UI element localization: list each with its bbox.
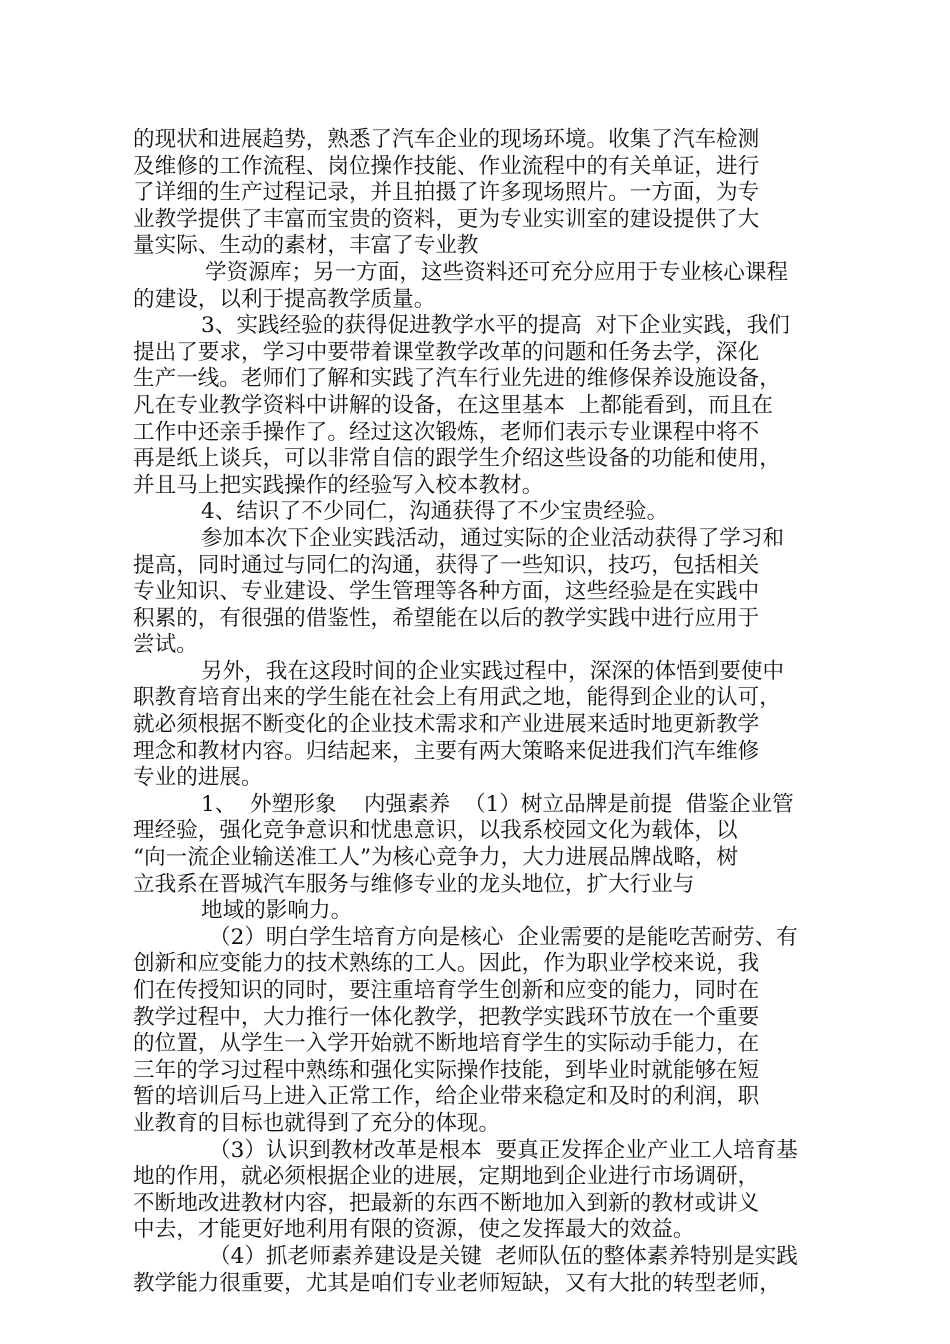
text-line: 学资源库；另一方面，这些资料还可充分应用于专业核心课程 (205, 259, 789, 285)
text-line: 量实际、生动的素材，丰富了专业教 (133, 233, 479, 259)
text-line: 提出了要求，学习中要带着课堂教学改革的问题和任务去学，深化 (133, 339, 760, 365)
text-line: 的位置，从学生一入学开始就不断地培育学生的实际动手能力，在 (133, 1031, 760, 1057)
paragraph-start: 3、实践经验的获得促进教学水平的提高 对下企业实践，我们 (201, 313, 790, 339)
text-line: 尝试。 (133, 632, 198, 658)
text-line: 生产一线。老师们了解和实践了汽车行业先进的维修保养设施设备， (133, 366, 781, 392)
paragraph-start: （4）抓老师素养建设是关键 老师队伍的整体素养特别是实践 (209, 1243, 798, 1269)
text-line: 暂的培训后马上进入正常工作，给企业带来稳定和及时的利润，职 (133, 1084, 760, 1110)
paragraph-start: 1、 外塑形象 内强素养 （1）树立品牌是前提 借鉴企业管 (201, 791, 794, 817)
text-line: 们在传授知识的同时，要注重培育学生创新和应变的能力，同时在 (133, 978, 760, 1003)
text-line: 三年的学习过程中熟练和强化实际操作技能，到毕业时就能够在短 (133, 1057, 760, 1083)
text-line: 的现状和进展趋势，熟悉了汽车企业的现场环境。收集了汽车检测 (133, 127, 760, 152)
text-line: 创新和应变能力的技术熟练的工人。因此，作为职业学校来说，我 (133, 951, 760, 977)
text-line: 专业知识、专业建设、学生管理等各种方面，这些经验是在实践中 (133, 579, 760, 605)
paragraph-start: 另外，我在这段时间的企业实践过程中，深深的体悟到要使中 (201, 658, 785, 684)
text-line: 地的作用，就必须根据企业的进展，定期地到企业进行市场调研， (133, 1164, 760, 1190)
text-line: 再是纸上谈兵，可以非常自信的跟学生介绍这些设备的功能和使用， (133, 446, 781, 472)
text-line: 理念和教材内容。归结起来，主要有两大策略来促进我们汽车维修 (133, 738, 760, 764)
text-line: 就必须根据不断变化的企业技术需求和产业进展来适时地更新教学 (133, 712, 760, 738)
paragraph-start: （2）明白学生培育方向是核心 企业需要的是能吃苦耐劳、有 (209, 924, 798, 950)
text-line: “向一流企业输送准工人”为核心竞争力，大力进展品牌战略，树 (133, 845, 739, 871)
paragraph-start: 4、结识了不少同仁，沟通获得了不少宝贵经验。 (201, 499, 669, 525)
text-line: 业教学提供了丰富而宝贵的资料，更为专业实训室的建设提供了大 (133, 206, 760, 232)
text-line: 工作中还亲手操作了。经过这次锻炼，老师们表示专业课程中将不 (133, 419, 760, 445)
text-line: 中去，才能更好地利用有限的资源，使之发挥最大的效益。 (133, 1217, 695, 1243)
text-line: 并且马上把实践操作的经验写入校本教材。 (133, 472, 544, 498)
document-body (133, 127, 817, 1297)
text-line: 及维修的工作流程、岗位操作技能、作业流程中的有关单证，进行 (133, 153, 760, 179)
text-line: 凡在专业教学资料中讲解的设备，在这里基本 上都能看到，而且在 (133, 392, 773, 418)
text-line: 积累的，有很强的借鉴性，希望能在以后的教学实践中进行应用于 (133, 605, 760, 631)
text-line: 职教育培育出来的学生能在社会上有用武之地，能得到企业的认可， (133, 685, 781, 711)
text-line: 不断地改进教材内容，把最新的东西不断地加入到新的教材或讲义 (133, 1190, 760, 1216)
text-line: 教学过程中，大力推行一体化教学，把教学实践环节放在一个重要 (133, 1004, 760, 1030)
text-line: 教学能力很重要，尤其是咱们专业老师短缺，又有大批的转型老师， (133, 1270, 781, 1296)
text-line: 的建设，以利于提高教学质量。 (133, 286, 436, 312)
text-line: 业教育的目标也就得到了充分的体现。 (133, 1110, 501, 1136)
text-line: 理经验，强化竞争意识和忧患意识，以我系校园文化为载体，以 (133, 818, 738, 844)
text-line: 专业的进展。 (133, 765, 263, 791)
text-line: 提高，同时通过与同仁的沟通，获得了一些知识，技巧，包括相关 (133, 552, 760, 578)
paragraph-start: 参加本次下企业实践活动，通过实际的企业活动获得了学习和 (201, 525, 785, 551)
paragraph-start: （3）认识到教材改革是根本 要真正发挥企业产业工人培育基 (209, 1137, 798, 1163)
text-line: 立我系在晋城汽车服务与维修专业的龙头地位，扩大行业与 (133, 871, 695, 897)
text-line: 了详细的生产过程记录，并且拍摄了许多现场照片。一方面，为专 (133, 180, 760, 206)
text-line: 地域的影响力。 (201, 898, 353, 924)
